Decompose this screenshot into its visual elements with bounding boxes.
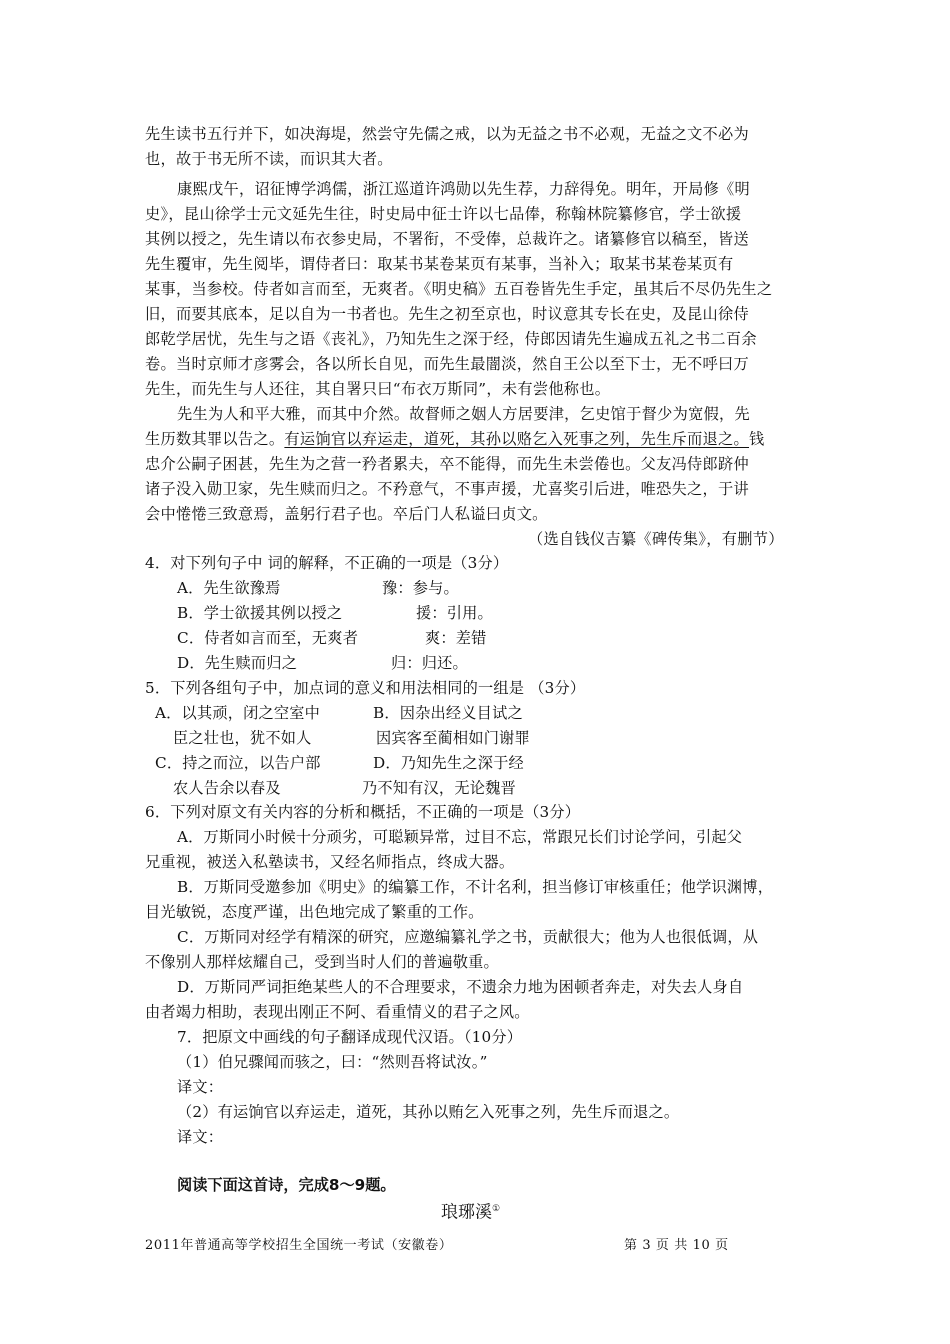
- footer-page-number: 第 3 页 共 10 页: [624, 1238, 729, 1253]
- option-d-explanation: 归：归还。: [391, 654, 468, 672]
- passage-line: 旧，而要其底本，足以自为一书者也。先生之初至京也，时议意其专长在史，及昆山徐侍: [145, 305, 750, 323]
- sentence-1: （1）伯兄骤闻而骇之，曰：“然则吾将试汝。”: [177, 1053, 488, 1071]
- option-b: B．学士欲援其例以授之: [177, 604, 343, 622]
- option-c: C．侍者如言而至，无爽者: [177, 629, 359, 647]
- passage-line: [145, 427, 765, 451]
- passage-line: 诸子没入勋卫家，先生赎而归之。不矜意气，不事声援，尤喜奖引后进，唯恐失之，于讲: [145, 480, 750, 498]
- option-a: A．先生欲豫焉: [177, 579, 281, 597]
- option-b: B．因杂出经义目试之: [373, 704, 523, 722]
- option-d: D．乃知先生之深于经: [373, 754, 524, 772]
- passage-line: 先生，而先生与人还往，其自署只曰“布衣万斯同”，未有尝他称也。: [145, 380, 611, 398]
- passage-text: 钱: [749, 430, 765, 448]
- passage-line: 郎乾学居忧，先生与之语《丧礼》，乃知先生之深于经，侍郎因请先生遍成五礼之书二百余: [145, 330, 757, 348]
- passage-line: 康熙戊午，诏征博学鸿儒，浙江巡道许鸿勋以先生荐，力辞得免。明年，开局修《明: [177, 180, 751, 198]
- option-a-second: 臣之壮也，犹不如人: [173, 729, 312, 747]
- sentence-2: （2）有运饷官以弃运走，道死，其孙以贿乞入死事之列，先生斥而退之。: [177, 1103, 680, 1121]
- option-b-second: 因宾客至蔺相如门谢罪: [376, 729, 530, 747]
- question-stem: 5．下列各组句子中，加点词的意义和用法相同的一组是 （3分）: [145, 679, 586, 697]
- option-c: C．万斯同对经学有精深的研究，应邀编纂礼学之书，贡献很大；他为人也很低调，从: [177, 928, 759, 946]
- option-c: C．持之而泣，以告户部: [155, 754, 321, 772]
- passage-line: 先生为人和平大雅，而其中介然。故督师之姻人方居要津，乞史馆于督少为宽假，先: [177, 405, 751, 423]
- translation-label-2: 译文：: [177, 1128, 224, 1146]
- question-stem: 4．对下列句子中 词的解释，不正确的一项是（3分）: [145, 554, 509, 572]
- passage-line: 史》，昆山徐学士元文延先生往，时史局中征士许以七品俸，称翰林院纂修官，学士欲援: [145, 205, 742, 223]
- option-c-cont: 不像别人那样炫耀自己，受到当时人们的普遍敬重。: [145, 953, 499, 971]
- question-stem: 6．下列对原文有关内容的分析和概括，不正确的一项是（3分）: [145, 803, 581, 821]
- passage-line: 忠介公嗣子困甚，先生为之营一矜者累夫，卒不能得，而先生未尝倦也。父友冯侍郎跻仲: [145, 455, 750, 473]
- poem-title-text: 琅琊溪: [441, 1202, 492, 1223]
- option-d-cont: 由者竭力相助，表现出刚正不阿、看重情义的君子之风。: [145, 1003, 530, 1021]
- passage-line: 也，故于书无所不读，而识其大者。: [145, 150, 393, 168]
- footer-exam-name: 2011年普通高等学校招生全国统一考试（安徽卷）: [145, 1238, 453, 1253]
- question-stem: 7．把原文中画线的句子翻译成现代汉语。（10分）: [177, 1028, 523, 1046]
- passage-line: 先生读书五行并下，如决海堤，然尝守先儒之戒，以为无益之书不必观，无益之文不必为: [145, 125, 750, 143]
- passage-source: （选自钱仪吉纂《碑传集》，有删节）: [528, 530, 784, 548]
- option-a: A．万斯同小时候十分顽劣，可聪颖异常，过目不忘，常跟兄长们讨论学问，引起父: [177, 828, 743, 846]
- option-d: D．先生赎而归之: [177, 654, 298, 672]
- translation-label-1: 译文：: [177, 1078, 224, 1096]
- option-a: A．以其顽，闭之空室中: [155, 704, 321, 722]
- option-a-explanation: 豫：参与。: [382, 579, 459, 597]
- option-c-second: 农人告余以春及: [173, 779, 281, 797]
- passage-line: 会中惓惓三致意焉，盖躬行君子也。卒后门人私谥曰贞文。: [145, 505, 548, 523]
- option-b-cont: 目光敏锐，态度严谨，出色地完成了繁重的工作。: [145, 903, 484, 921]
- passage-line: 其例以授之，先生请以布衣参史局，不署衔，不受俸，总裁许之。诸纂修官以稿至，皆送: [145, 230, 750, 248]
- poem-title: [441, 1197, 500, 1225]
- underlined-sentence: 有运饷官以弃运走，道死，其孙以赂乞入死事之列，先生斥而退之。: [284, 430, 750, 448]
- option-b-explanation: 援：引用。: [416, 604, 493, 622]
- option-d: D．万斯同严词拒绝某些人的不合理要求，不遗余力地为困顿者奔走，对失去人身自: [177, 978, 744, 996]
- footnote-marker: ①: [492, 1204, 501, 1214]
- poem-instruction: 阅读下面这首诗，完成8～9题。: [177, 1176, 396, 1194]
- passage-line: 某事，当参校。侍者如言而至，无爽者。《明史稿》五百卷皆先生手定，虽其后不尽仍先生之: [145, 280, 773, 298]
- option-b: B．万斯同受邀参加《明史》的编纂工作，不计名利，担当修订审核重任；他学识渊博，: [177, 878, 774, 896]
- option-c-explanation: 爽：差错: [425, 629, 487, 647]
- option-d-second: 乃不知有汉，无论魏晋: [362, 779, 516, 797]
- passage-text: 生历数其罪以告之。: [145, 430, 285, 448]
- option-a-cont: 兄重视，被送入私塾读书，又经名师指点，终成大器。: [145, 853, 515, 871]
- passage-line: 卷。当时京师才彦雾会，各以所长自见，而先生最闇淡，然自王公以至下士，无不呼曰万: [145, 355, 750, 373]
- passage-line: 先生覆审，先生阅毕，谓侍者曰：取某书某卷某页有某事，当补入；取某书某卷某页有: [145, 255, 734, 273]
